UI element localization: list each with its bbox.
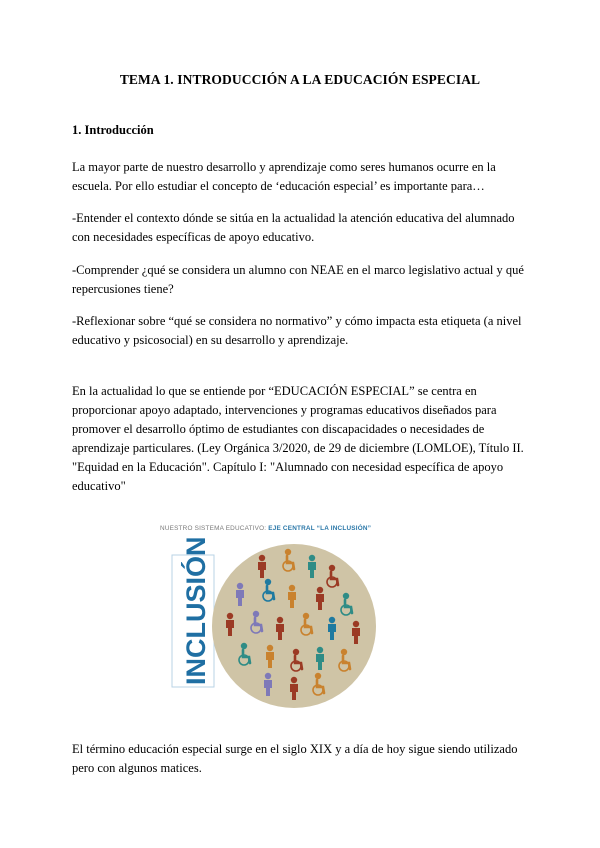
- document-title: TEMA 1. INTRODUCCIÓN A LA EDUCACIÓN ESPECIAL: [119, 72, 481, 87]
- paragraph-intro: La mayor parte de nuestro desarrollo y aprendizaje como seres humanos ocurre en la escuela. Por ello estudiar el concepto de ‘educación especial’ es importante para…: [72, 160, 496, 193]
- paragraph-bullet-comprender: -Comprender ¿qué se considera un alumno con NEAE en el marco legislativo actual y qué repercusiones tiene?: [72, 263, 524, 296]
- inclusion-figure: [160, 525, 444, 711]
- figure-caption-highlight: EJE CENTRAL “LA INCLUSIÓN”: [268, 525, 372, 532]
- paragraph-definition: En la actualidad lo que se entiende por “EDUCACIÓN ESPECIAL” se centra en proporcionar apoyo adaptado, intervenciones y programas educativos diseñados para promover el desarrollo óptimo de estudiantes con discapacidades o necesidades de aprendizaje particulares. (Ley Orgánica 3/2020, de 29 de diciembre (LOMLOE), Título II. "Equidad en la Educación". Capítulo I: "Alumnado con necesidad específica de apoyo educativo": [72, 384, 524, 493]
- paragraph-bullet-entender: -Entender el contexto dónde se sitúa en la actualidad la atención educativa del alumnado con necesidades específicas de apoyo educativo.: [72, 211, 515, 244]
- figure-caption-prefix: NUESTRO SISTEMA EDUCATIVO:: [160, 525, 269, 532]
- paragraph-closing: El término educación especial surge en el siglo XIX y a día de hoy sigue siendo utilizado pero con algunos matices.: [72, 742, 518, 775]
- paragraph-bullet-reflexionar: -Reflexionar sobre “qué se considera no normativo” y cómo impacta esta etiqueta (a nivel educativo y psicosocial) en su desarrollo y aprendizaje.: [72, 314, 522, 347]
- section-heading: 1. Introducción: [72, 123, 154, 137]
- inclusion-side-label: INCLUSIÓN: [181, 536, 211, 685]
- figure-illustration: [160, 525, 444, 711]
